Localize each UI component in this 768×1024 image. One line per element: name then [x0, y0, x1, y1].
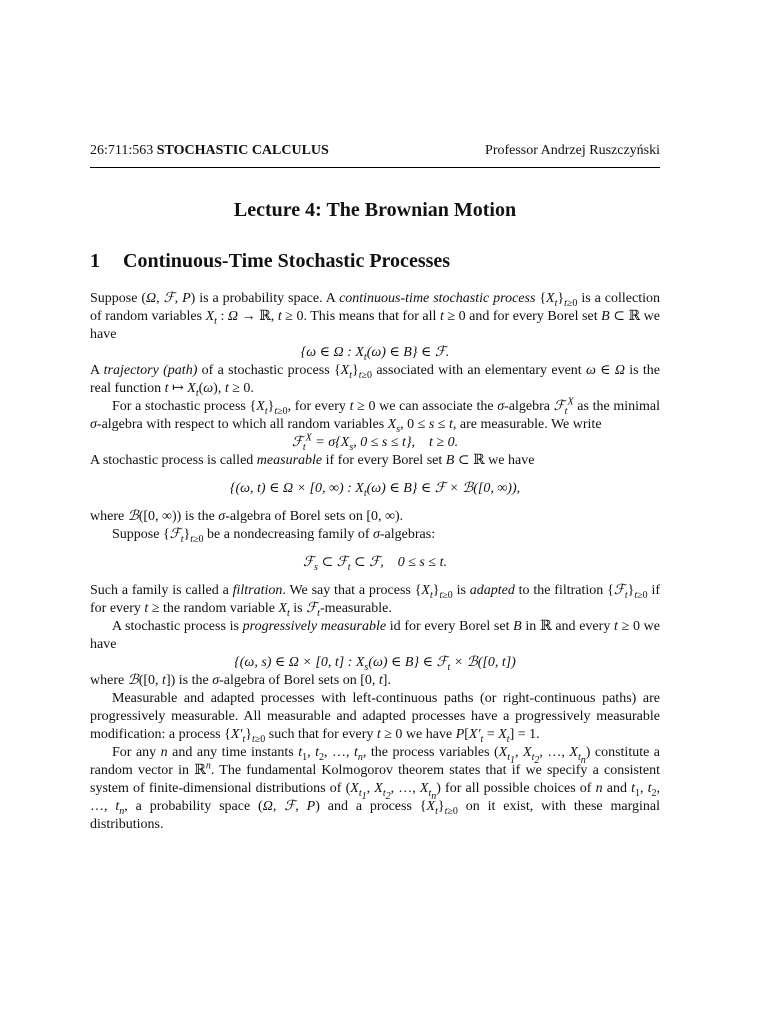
section-title: Continuous-Time Stochastic Processes [123, 250, 451, 272]
display-equation: {(ω, t) ∈ Ω × [0, ∞) : $X_t(\omega)$ ∈ B} ∈ ℱ × ℬ([0, ∞)), [229, 481, 521, 499]
header-rule [90, 167, 660, 168]
header-course [90, 143, 329, 159]
lecture-title: Lecture 4: The Brownian Motion [233, 199, 517, 221]
display-equation: ℱ$_t^X$ = $\sigma\{X_s$, 0 ≤ s ≤ t}, t ≥ 0. [291, 432, 459, 453]
paragraph: A trajectory (path) of a stochastic process $\{X_t\}_{t\ge 0}$ associated with an elementary event ω ∈ Ω is the real function t ↦ $X_t(\omega)$, t ≥ 0. [90, 363, 660, 399]
body-text [90, 290, 660, 834]
paragraph: Suppose (Ω, ℱ, P) is a probability space. A continuous-time stochastic process $\{X_t\}_{t\ge 0}$ is a collection of random variables $X_t$ : Ω → ℝ, t ≥ 0. This means that for all t ≥ 0 and for every Borel set B ⊂ ℝ we have [90, 291, 661, 342]
paragraph: For any n and any time instants $t_1$, $t_2$, …, $t_n$, the process variables ($X_{t_1}$, $X_{t_2}$, …, $X_{t_n}$) constitute a random vector in ℝ$^n$. The fundamental Kolmogorov theorem states that if we specify a consistent system of finite-dimensional distributions of ($X_{t_1}$, $X_{t_2}$, …, $X_{t_n}$) for all possible choices of n and $t_1$, $t_2$, …, $t_n$, a probability space (Ω, ℱ, P) and a process $\{X_t\}_{t\ge 0}$ on it exist, with these marginal distributions. [90, 745, 661, 832]
paragraph: Such a family is called a filtration. We say that a process $\{X_t\}_{t\ge 0}$ is adapted to the filtration $\{ℱ_t\}_{t\ge 0}$ if for every t ≥ the random variable $X_t$ is ℱ$_t$-measurable. [90, 583, 660, 619]
paragraph: Measurable and adapted processes with left-continuous paths (or right-continuous paths) are progressively measurable. All measurable and adapted processes have a progressively measurable modification: a process $\{X'_t\}_{t\ge 0}$ such that for every t ≥ 0 we have $P[X'_t = X_t] = 1$. [90, 691, 660, 745]
display-equation: ℱ$_s$ ⊂ ℱ$_t$ ⊂ ℱ, 0 ≤ s ≤ t. [303, 555, 447, 573]
display-equation: {(ω, s) ∈ Ω × [0, t] : $X_s(\omega)$ ∈ B} ∈ ℱ$_t$ × ℬ([0, t]) [234, 655, 516, 673]
paragraph: where ℬ([0, ∞)) is the σ-algebra of Borel sets on [0, ∞). [90, 509, 404, 524]
paragraph: A stochastic process is called measurable if for every Borel set B ⊂ ℝ we have [90, 453, 535, 468]
header-professor: Professor Andrzej Ruszczyński [485, 143, 660, 158]
display-equation: {ω ∈ Ω : $X_t(\omega)$ ∈ B} ∈ ℱ. [300, 345, 450, 363]
course-name: STOCHASTIC CALCULUS [156, 143, 329, 158]
section-heading [90, 250, 660, 273]
paragraph: For a stochastic process $\{X_t\}_{t\ge 0}$, for every t ≥ 0 we can associate the σ-algebra ℱ$_t^X$ as the minimal σ-algebra with respect to which all random variables $X_s$, 0 ≤ s ≤ t, are measurable. We write [90, 396, 661, 435]
course-code: 26:711:563 [90, 143, 154, 158]
running-header [90, 143, 660, 159]
paragraph: A stochastic process is progressively measurable id for every Borel set B in ℝ and every t ≥ 0 we have [90, 619, 660, 652]
paragraph: where ℬ([0, t]) is the σ-algebra of Borel sets on [0, t]. [90, 673, 391, 688]
section-number: 1 [90, 250, 100, 272]
paragraph: Suppose $\{ℱ_t\}_{t\ge 0}$ be a nondecreasing family of σ-algebras: [112, 527, 436, 545]
